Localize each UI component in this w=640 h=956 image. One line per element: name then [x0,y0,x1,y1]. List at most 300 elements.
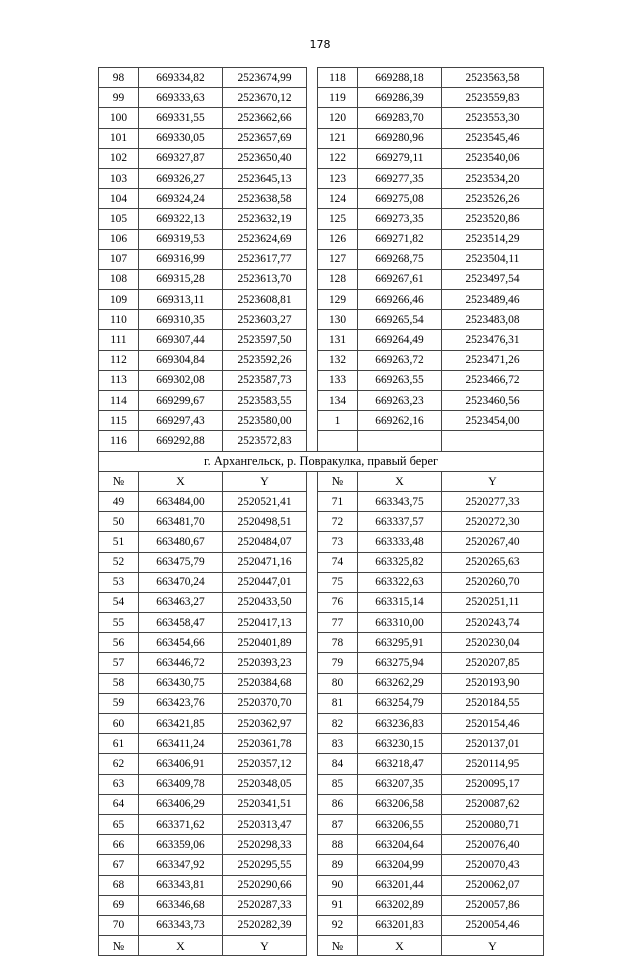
x-coordinate-left: 663347,92 [139,855,223,875]
column-gap [307,290,318,310]
y-coordinate-right: 2520277,33 [442,491,544,511]
point-number-right: 118 [318,68,358,88]
y-coordinate-right: 2520076,40 [442,835,544,855]
column-gap [307,431,318,451]
y-coordinate-left: 2520521,41 [223,491,307,511]
column-footer-row [99,936,544,956]
y-coordinate-left: 2520361,78 [223,734,307,754]
point-number-left: 65 [99,814,139,834]
point-number-left: 113 [99,370,139,390]
point-number-left: 116 [99,431,139,451]
table-row [99,673,544,693]
column-gap [307,714,318,734]
point-number-left: 59 [99,693,139,713]
table-row [99,269,544,289]
table-row [99,532,544,552]
point-number-left: 100 [99,108,139,128]
x-coordinate-right: 669286,39 [358,88,442,108]
x-coordinate-left: 669299,67 [139,391,223,411]
x-coordinate-left: 669331,55 [139,108,223,128]
x-coordinate-right: 663207,35 [358,774,442,794]
x-coordinate-right: 669277,35 [358,168,442,188]
column-gap [307,411,318,431]
table-footer [99,936,544,956]
y-coordinate-left: 2520393,23 [223,653,307,673]
point-number-left: 107 [99,249,139,269]
y-coordinate-right: 2520137,01 [442,734,544,754]
y-coordinate-right: 2523504,11 [442,249,544,269]
column-header-row [99,471,544,491]
x-coordinate-right: 663206,55 [358,814,442,834]
point-number-left: 54 [99,592,139,612]
point-number-right: 132 [318,350,358,370]
x-coordinate-left: 669316,99 [139,249,223,269]
section-title: г. Архангельск, р. Повракулка, правый берег [99,451,544,471]
y-coordinate-left: 2523650,40 [223,148,307,168]
point-number-left: 63 [99,774,139,794]
x-coordinate-right: 663343,75 [358,491,442,511]
point-number-right: 74 [318,552,358,572]
x-coordinate-left: 669333,63 [139,88,223,108]
column-gap [307,754,318,774]
point-number-right: 91 [318,895,358,915]
point-number-left: 105 [99,209,139,229]
y-coordinate-left: 2523597,50 [223,330,307,350]
y-coordinate-right: 2523540,06 [442,148,544,168]
point-number-left: 103 [99,168,139,188]
column-gap [307,350,318,370]
y-coordinate-left: 2523674,99 [223,68,307,88]
point-number-right: 120 [318,108,358,128]
table-row [99,592,544,612]
column-gap [307,814,318,834]
point-number-right: 83 [318,734,358,754]
column-gap [307,209,318,229]
y-coordinate-right: 2520070,43 [442,855,544,875]
point-number-left: 106 [99,229,139,249]
column-gap [307,936,318,956]
point-number-right: 80 [318,673,358,693]
x-coordinate-right: 669263,23 [358,391,442,411]
footer-x-left: X [139,936,223,956]
x-coordinate-right: 663204,64 [358,835,442,855]
section1-rows [99,68,544,452]
header-y-right: Y [442,471,544,491]
y-coordinate-left: 2523638,58 [223,189,307,209]
point-number-left: 68 [99,875,139,895]
column-gap [307,532,318,552]
table-row [99,249,544,269]
column-gap [307,774,318,794]
y-coordinate-left: 2520298,33 [223,835,307,855]
x-coordinate-right: 669275,08 [358,189,442,209]
point-number-left: 112 [99,350,139,370]
x-coordinate-right: 663333,48 [358,532,442,552]
table-row [99,855,544,875]
y-coordinate-right: 2520184,55 [442,693,544,713]
x-coordinate-right: 663201,44 [358,875,442,895]
y-coordinate-left: 2523624,69 [223,229,307,249]
x-coordinate-right: 663206,58 [358,794,442,814]
x-coordinate-left: 669319,53 [139,229,223,249]
y-coordinate-left: 2523613,70 [223,269,307,289]
table-row [99,814,544,834]
point-number-right: 122 [318,148,358,168]
point-number-left: 66 [99,835,139,855]
y-coordinate-right: 2523460,56 [442,391,544,411]
point-number-right: 86 [318,794,358,814]
column-gap [307,269,318,289]
table-row [99,411,544,431]
y-coordinate-left: 2523583,55 [223,391,307,411]
column-gap [307,855,318,875]
table-row [99,754,544,774]
y-coordinate-left: 2523572,83 [223,431,307,451]
table-row [99,572,544,592]
x-coordinate-right: 663230,15 [358,734,442,754]
y-coordinate-right: 2523553,30 [442,108,544,128]
x-coordinate-left: 669292,88 [139,431,223,451]
column-gap [307,895,318,915]
column-gap [307,391,318,411]
point-number-left: 49 [99,491,139,511]
x-coordinate-right: 669280,96 [358,128,442,148]
y-coordinate-right: 2520260,70 [442,572,544,592]
x-coordinate-left: 663359,06 [139,835,223,855]
table-row [99,68,544,88]
point-number-right: 84 [318,754,358,774]
y-coordinate-left: 2523657,69 [223,128,307,148]
coordinates-table [98,67,544,956]
point-number-left: 111 [99,330,139,350]
column-gap [307,592,318,612]
x-coordinate-right: 669265,54 [358,310,442,330]
x-coordinate-left: 663454,66 [139,633,223,653]
y-coordinate-left: 2523580,00 [223,411,307,431]
point-number-left: 110 [99,310,139,330]
column-gap [307,128,318,148]
x-coordinate-right: 663218,47 [358,754,442,774]
footer-y-left: Y [223,936,307,956]
x-coordinate-left: 663343,73 [139,915,223,935]
x-coordinate-right: 663315,14 [358,592,442,612]
point-number-left: 114 [99,391,139,411]
header-x-right: X [358,471,442,491]
x-coordinate-right: 663236,83 [358,714,442,734]
point-number-right [318,431,358,451]
point-number-right: 129 [318,290,358,310]
x-coordinate-left: 669334,82 [139,68,223,88]
table-row [99,148,544,168]
point-number-right: 1 [318,411,358,431]
page-number: 178 [309,38,331,51]
y-coordinate-right: 2523534,20 [442,168,544,188]
x-coordinate-left: 663346,68 [139,895,223,915]
x-coordinate-right: 663202,89 [358,895,442,915]
table-row [99,875,544,895]
y-coordinate-left: 2520282,39 [223,915,307,935]
y-coordinate-left: 2523608,81 [223,290,307,310]
y-coordinate-right: 2520230,04 [442,633,544,653]
point-number-right: 126 [318,229,358,249]
y-coordinate-left: 2520348,05 [223,774,307,794]
x-coordinate-right: 663204,99 [358,855,442,875]
x-coordinate-right: 669264,49 [358,330,442,350]
point-number-left: 60 [99,714,139,734]
x-coordinate-left: 663409,78 [139,774,223,794]
column-gap [307,512,318,532]
x-coordinate-left: 663406,29 [139,794,223,814]
column-gap [307,108,318,128]
y-coordinate-left: 2520417,13 [223,613,307,633]
x-coordinate-left: 663411,24 [139,734,223,754]
x-coordinate-left: 663458,47 [139,613,223,633]
table-row [99,350,544,370]
table-row [99,391,544,411]
x-coordinate-left: 663406,91 [139,754,223,774]
y-coordinate-right: 2523563,58 [442,68,544,88]
x-coordinate-right: 669262,16 [358,411,442,431]
y-coordinate-left: 2520295,55 [223,855,307,875]
point-number-right: 85 [318,774,358,794]
column-gap [307,189,318,209]
column-gap [307,835,318,855]
table-row [99,794,544,814]
y-coordinate-left: 2523645,13 [223,168,307,188]
x-coordinate-right: 663275,94 [358,653,442,673]
table-row [99,108,544,128]
x-coordinate-left: 663430,75 [139,673,223,693]
x-coordinate-left: 669324,24 [139,189,223,209]
table-row [99,310,544,330]
y-coordinate-right: 2520154,46 [442,714,544,734]
section-title-row [99,451,544,471]
point-number-right: 127 [318,249,358,269]
y-coordinate-left: 2520498,51 [223,512,307,532]
y-coordinate-left: 2520471,16 [223,552,307,572]
x-coordinate-left: 663475,79 [139,552,223,572]
y-coordinate-right: 2523489,46 [442,290,544,310]
point-number-right: 72 [318,512,358,532]
header-num-left: № [99,471,139,491]
y-coordinate-right: 2520057,86 [442,895,544,915]
y-coordinate-left: 2520362,97 [223,714,307,734]
y-coordinate-left: 2523662,66 [223,108,307,128]
x-coordinate-left: 663371,62 [139,814,223,834]
x-coordinate-left: 663470,24 [139,572,223,592]
point-number-right: 92 [318,915,358,935]
table-row [99,370,544,390]
point-number-right: 133 [318,370,358,390]
y-coordinate-right: 2520272,30 [442,512,544,532]
table-row [99,653,544,673]
y-coordinate-right: 2520251,11 [442,592,544,612]
point-number-left: 64 [99,794,139,814]
x-coordinate-left: 663481,70 [139,512,223,532]
column-gap [307,552,318,572]
x-coordinate-left: 663484,00 [139,491,223,511]
table-row [99,431,544,451]
point-number-right: 124 [318,189,358,209]
point-number-left: 102 [99,148,139,168]
x-coordinate-right: 663325,82 [358,552,442,572]
table-row [99,512,544,532]
y-coordinate-right: 2520193,90 [442,673,544,693]
point-number-left: 108 [99,269,139,289]
y-coordinate-left: 2523632,19 [223,209,307,229]
point-number-right: 77 [318,613,358,633]
y-coordinate-left: 2520401,89 [223,633,307,653]
column-gap [307,693,318,713]
y-coordinate-right: 2523483,08 [442,310,544,330]
x-coordinate-right: 663295,91 [358,633,442,653]
y-coordinate-left: 2520290,66 [223,875,307,895]
point-number-right: 130 [318,310,358,330]
x-coordinate-left: 669297,43 [139,411,223,431]
y-coordinate-left: 2520357,12 [223,754,307,774]
table-row [99,229,544,249]
y-coordinate-right: 2523520,86 [442,209,544,229]
table-row [99,209,544,229]
column-gap [307,88,318,108]
y-coordinate-left: 2520433,50 [223,592,307,612]
table-row [99,552,544,572]
x-coordinate-right: 669273,35 [358,209,442,229]
y-coordinate-right: 2523471,26 [442,350,544,370]
y-coordinate-right: 2520243,74 [442,613,544,633]
column-gap [307,330,318,350]
x-coordinate-right: 663262,29 [358,673,442,693]
column-gap [307,572,318,592]
table-row [99,613,544,633]
point-number-left: 69 [99,895,139,915]
point-number-right: 71 [318,491,358,511]
point-number-right: 76 [318,592,358,612]
y-coordinate-right: 2523454,00 [442,411,544,431]
point-number-left: 115 [99,411,139,431]
table-row [99,88,544,108]
x-coordinate-right: 669266,46 [358,290,442,310]
y-coordinate-left: 2520287,33 [223,895,307,915]
column-gap [307,734,318,754]
x-coordinate-right: 669279,11 [358,148,442,168]
point-number-left: 99 [99,88,139,108]
column-gap [307,168,318,188]
point-number-right: 119 [318,88,358,108]
point-number-left: 104 [99,189,139,209]
column-gap [307,653,318,673]
x-coordinate-right: 669267,61 [358,269,442,289]
point-number-right: 89 [318,855,358,875]
point-number-left: 57 [99,653,139,673]
y-coordinate-right [442,431,544,451]
point-number-right: 82 [318,714,358,734]
y-coordinate-left: 2523670,12 [223,88,307,108]
column-gap [307,633,318,653]
footer-num-right: № [318,936,358,956]
y-coordinate-right: 2523497,54 [442,269,544,289]
point-number-left: 52 [99,552,139,572]
x-coordinate-left: 669326,27 [139,168,223,188]
x-coordinate-left: 663463,27 [139,592,223,612]
section2-rows [99,491,544,935]
y-coordinate-right: 2520080,71 [442,814,544,834]
x-coordinate-left: 669315,28 [139,269,223,289]
y-coordinate-right: 2523526,26 [442,189,544,209]
table-row [99,774,544,794]
x-coordinate-right: 663254,79 [358,693,442,713]
point-number-right: 90 [318,875,358,895]
table-row [99,330,544,350]
y-coordinate-left: 2523617,77 [223,249,307,269]
x-coordinate-right: 663310,00 [358,613,442,633]
point-number-left: 56 [99,633,139,653]
y-coordinate-right: 2520114,95 [442,754,544,774]
point-number-right: 78 [318,633,358,653]
x-coordinate-left: 669330,05 [139,128,223,148]
point-number-right: 123 [318,168,358,188]
y-coordinate-left: 2523587,73 [223,370,307,390]
header-num-right: № [318,471,358,491]
y-coordinate-right: 2523466,72 [442,370,544,390]
x-coordinate-left: 663421,85 [139,714,223,734]
y-coordinate-left: 2520447,01 [223,572,307,592]
point-number-right: 125 [318,209,358,229]
column-gap [307,491,318,511]
y-coordinate-left: 2523603,27 [223,310,307,330]
point-number-left: 51 [99,532,139,552]
y-coordinate-left: 2520313,47 [223,814,307,834]
x-coordinate-left: 669327,87 [139,148,223,168]
table-row [99,714,544,734]
table-row [99,189,544,209]
point-number-left: 70 [99,915,139,935]
table-row [99,835,544,855]
x-coordinate-right: 669263,72 [358,350,442,370]
y-coordinate-left: 2520384,68 [223,673,307,693]
x-coordinate-right: 663337,57 [358,512,442,532]
y-coordinate-left: 2520370,70 [223,693,307,713]
y-coordinate-left: 2523592,26 [223,350,307,370]
point-number-left: 62 [99,754,139,774]
point-number-right: 75 [318,572,358,592]
table-row [99,734,544,754]
header-y-left: Y [223,471,307,491]
y-coordinate-right: 2520087,62 [442,794,544,814]
y-coordinate-right: 2520265,63 [442,552,544,572]
point-number-left: 53 [99,572,139,592]
y-coordinate-right: 2523476,31 [442,330,544,350]
point-number-right: 131 [318,330,358,350]
x-coordinate-left: 663423,76 [139,693,223,713]
column-gap [307,471,318,491]
x-coordinate-right: 663322,63 [358,572,442,592]
y-coordinate-right: 2520267,40 [442,532,544,552]
point-number-left: 61 [99,734,139,754]
point-number-left: 109 [99,290,139,310]
x-coordinate-right [358,431,442,451]
column-gap [307,875,318,895]
column-gap [307,229,318,249]
y-coordinate-right: 2520207,85 [442,653,544,673]
column-gap [307,68,318,88]
column-gap [307,613,318,633]
footer-x-right: X [358,936,442,956]
column-gap [307,148,318,168]
y-coordinate-right: 2523545,46 [442,128,544,148]
x-coordinate-left: 669310,35 [139,310,223,330]
column-gap [307,370,318,390]
